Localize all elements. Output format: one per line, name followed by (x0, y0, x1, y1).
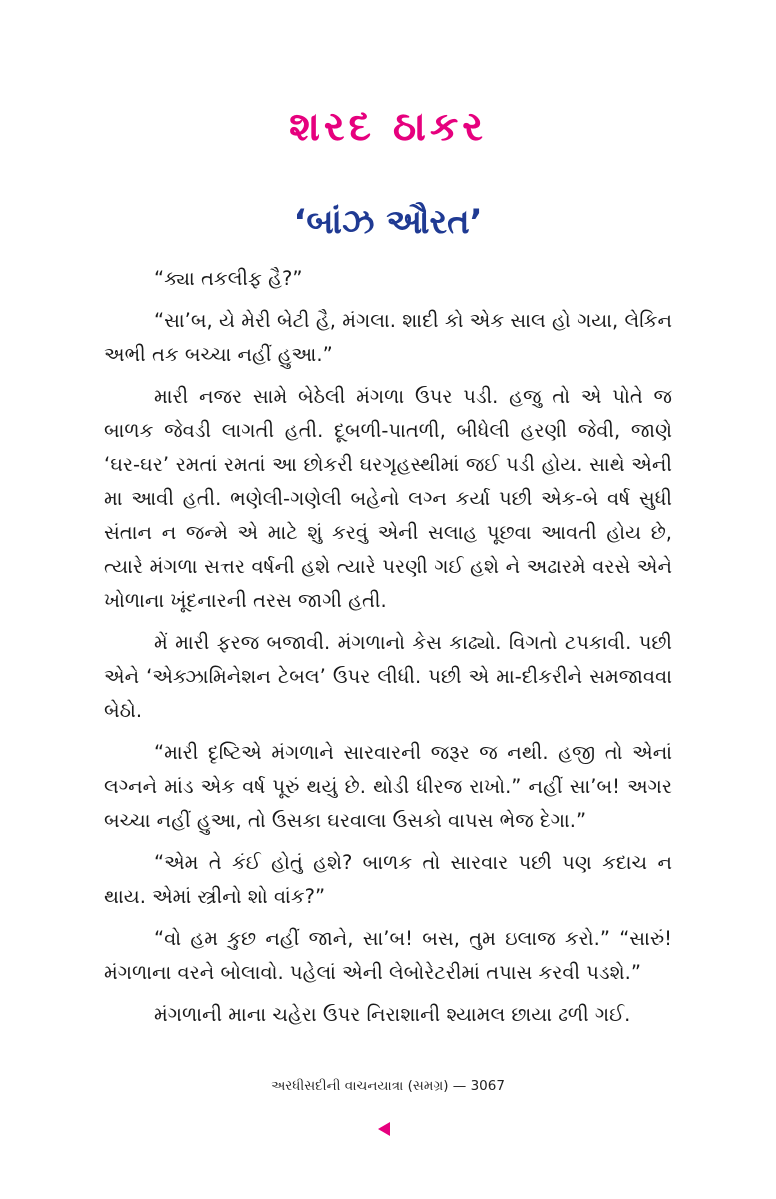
story-title: ‘બાંઝ ઔરત’ (293, 202, 483, 242)
paragraph: મારી નજર સામે બેઠેલી મંગળા ઉપર પડી. હજુ તો એ પોતે જ બાળક જેવડી લાગતી હતી. દૂબળી-પાતળી, બીધેલી હરણી જેવી, જાણે ‘ઘર-ઘર’ રમતાં રમતાં આ છોકરી ઘરગૃહસ્થીમાં જઈ પડી હોય. સાથે એની મા આવી હતી. ભણેલી-ગણેલી બહેનો લગ્ન કર્યા પછી એક-બે વર્ષ સુધી સંતાન ન જન્મે એ માટે શું કરવું એની સલાહ પૂછવા આવતી હોય છે, ત્યારે મંગળા સત્તર વર્ષની હશે ત્યારે પરણી ગઈ હશે ને અઢારમે વરસે એને ખોળાના ખૂંદનારની તરસ જાગી હતી. (104, 385, 672, 612)
paragraph: “વો હમ કુછ નહીં જાને, સા’બ! બસ, તુમ ઇલાજ કરો.” “સારું! મંગળાના વરને બોલાવો. પહેલાં એની લેબોરેટરીમાં તપાસ કરવી પડશે.” (104, 927, 672, 984)
paragraph: “એમ તે કંઈ હોતું હશે? બાળક તો સારવાર પછી પણ કદાચ ન થાય. એમાં સ્ત્રીનો શો વાંક?” (104, 851, 672, 908)
paragraph: “મારી દૃષ્ટિએ મંગળાને સારવારની જરૂર જ નથી. હજી તો એનાં લગ્નને માંડ એક વર્ષ પૂરું થયું છે. થોડી ધીરજ રાખો.” નહીં સા’બ! અગર બચ્ચા નહીં હુઆ, તો ઉસકા ઘરવાલા ઉસકો વાપસ ભેજ દેગા.” (104, 741, 672, 832)
paragraph: “સા’બ, યે મેરી બેટી હૈ, મંગલા. શાદી કો એક સાલ હો ગયા, લેકિન અભી તક બચ્ચા નહીં હુઆ.” (104, 309, 672, 366)
paragraph: મેં મારી ફરજ બજાવી. મંગળાનો કેસ કાઢ્યો. વિગતો ટપકાવી. પછી એને ‘એક્ઝામિનેશન ટેબલ’ ઉપર લીધી. પછી એ મા-દીકરીને સમજાવવા બેઠો. (104, 631, 672, 722)
paragraph: “ક્યા તકલીફ હૈ?” (154, 267, 303, 290)
story-body (104, 262, 672, 1040)
author-name: શરદ ઠાકર (289, 104, 487, 150)
page-footer: અરધીસદીની વાચનયાત્રા (સમગ્ર) — 3067 (271, 1078, 505, 1094)
previous-page-arrow-icon[interactable] (378, 1122, 390, 1136)
paragraph: મંગળાની માના ચહેરા ઉપર નિરાશાની શ્યામલ છાયા ઢળી ગઈ. (154, 1003, 631, 1026)
